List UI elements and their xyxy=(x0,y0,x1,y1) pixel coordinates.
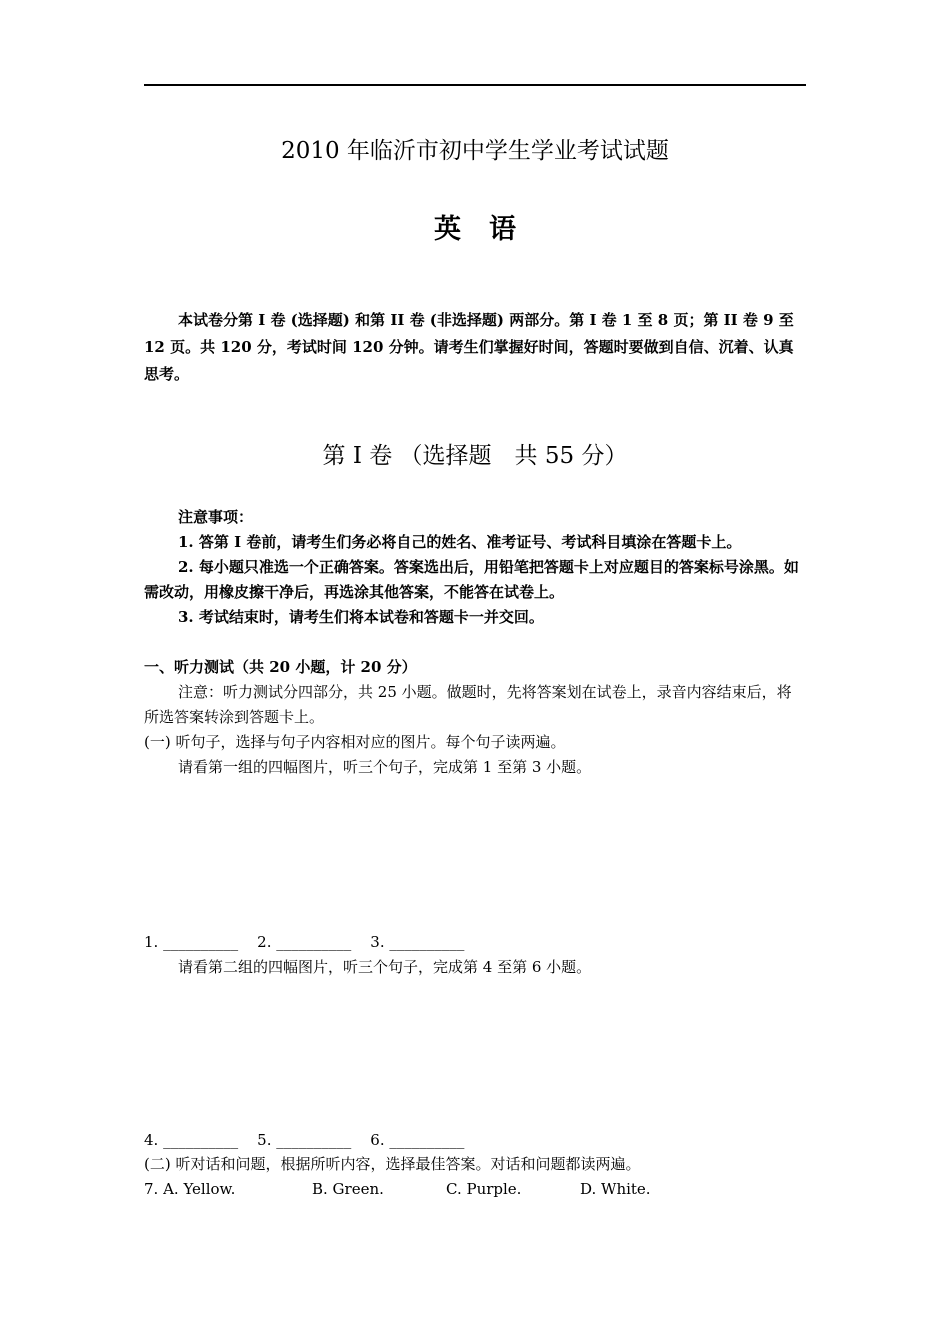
part2-title: (二) 听对话和问题，根据所听内容，选择最佳答案。对话和问题都读两遍。 xyxy=(144,1155,641,1173)
q7-option-d: D. White. xyxy=(580,1180,651,1198)
intro-paragraph xyxy=(144,307,806,388)
notes-item: 1. 答第 I 卷前，请考生们务必将自己的姓名、准考证号、考试科目填涂在答题卡上。 xyxy=(178,533,742,551)
intro-text: 本试卷分第 I 卷 (选择题) 和第 II 卷 (非选择题) 两部分。第 I 卷 1 至 8 页；第 II 卷 9 至 12 页。共 120 分，考试时间 120 分钟。请考生们掌握好时间，答题时要做到自信、沉着、认真思考。 xyxy=(144,311,794,383)
listening-note: 注意：听力测试分四部分，共 25 小题。做题时，先将答案划在试卷上，录音内容结束后，将所选答案转涂到答题卡上。 xyxy=(144,683,792,726)
q7-option-b: B. Green. xyxy=(312,1180,384,1198)
group2-block xyxy=(144,955,806,980)
listening-section xyxy=(144,655,806,780)
question-7 xyxy=(144,1177,806,1202)
part2-block xyxy=(144,1152,806,1202)
exam-title: 2010 年临沂市初中学生学业考试试题 xyxy=(281,138,669,164)
answer-blanks-1: 1. __________ 2. __________ 3. __________ xyxy=(144,933,465,951)
notes-label: 注意事项： xyxy=(178,508,254,526)
group1-instruction: 请看第一组的四幅图片，听三个句子，完成第 1 至第 3 小题。 xyxy=(178,758,592,776)
subject-title: 英语 xyxy=(434,214,544,245)
group2-instruction: 请看第二组的四幅图片，听三个句子，完成第 4 至第 6 小题。 xyxy=(178,958,592,976)
listening-heading: 一、听力测试（共 20 小题，计 20 分） xyxy=(144,658,417,676)
part1-title: (一) 听句子，选择与句子内容相对应的图片。每个句子读两遍。 xyxy=(144,733,566,751)
notes-block xyxy=(144,505,806,630)
header-rule xyxy=(144,84,806,86)
q7-option-c: C. Purple. xyxy=(446,1180,522,1198)
notes-item: 2. 每小题只准选一个正确答案。答案选出后，用铅笔把答题卡上对应题目的答案标号涂黑。如需改动，用橡皮擦干净后，再选涂其他答案，不能答在试卷上。 xyxy=(144,558,799,601)
q7-option-a: 7. A. Yellow. xyxy=(144,1180,236,1198)
notes-item: 3. 考试结束时，请考生们将本试卷和答题卡一并交回。 xyxy=(178,608,544,626)
section-heading: 第 I 卷 （选择题 共 55 分） xyxy=(322,443,628,469)
answer-blanks-2: 4. __________ 5. __________ 6. __________ xyxy=(144,1131,465,1149)
